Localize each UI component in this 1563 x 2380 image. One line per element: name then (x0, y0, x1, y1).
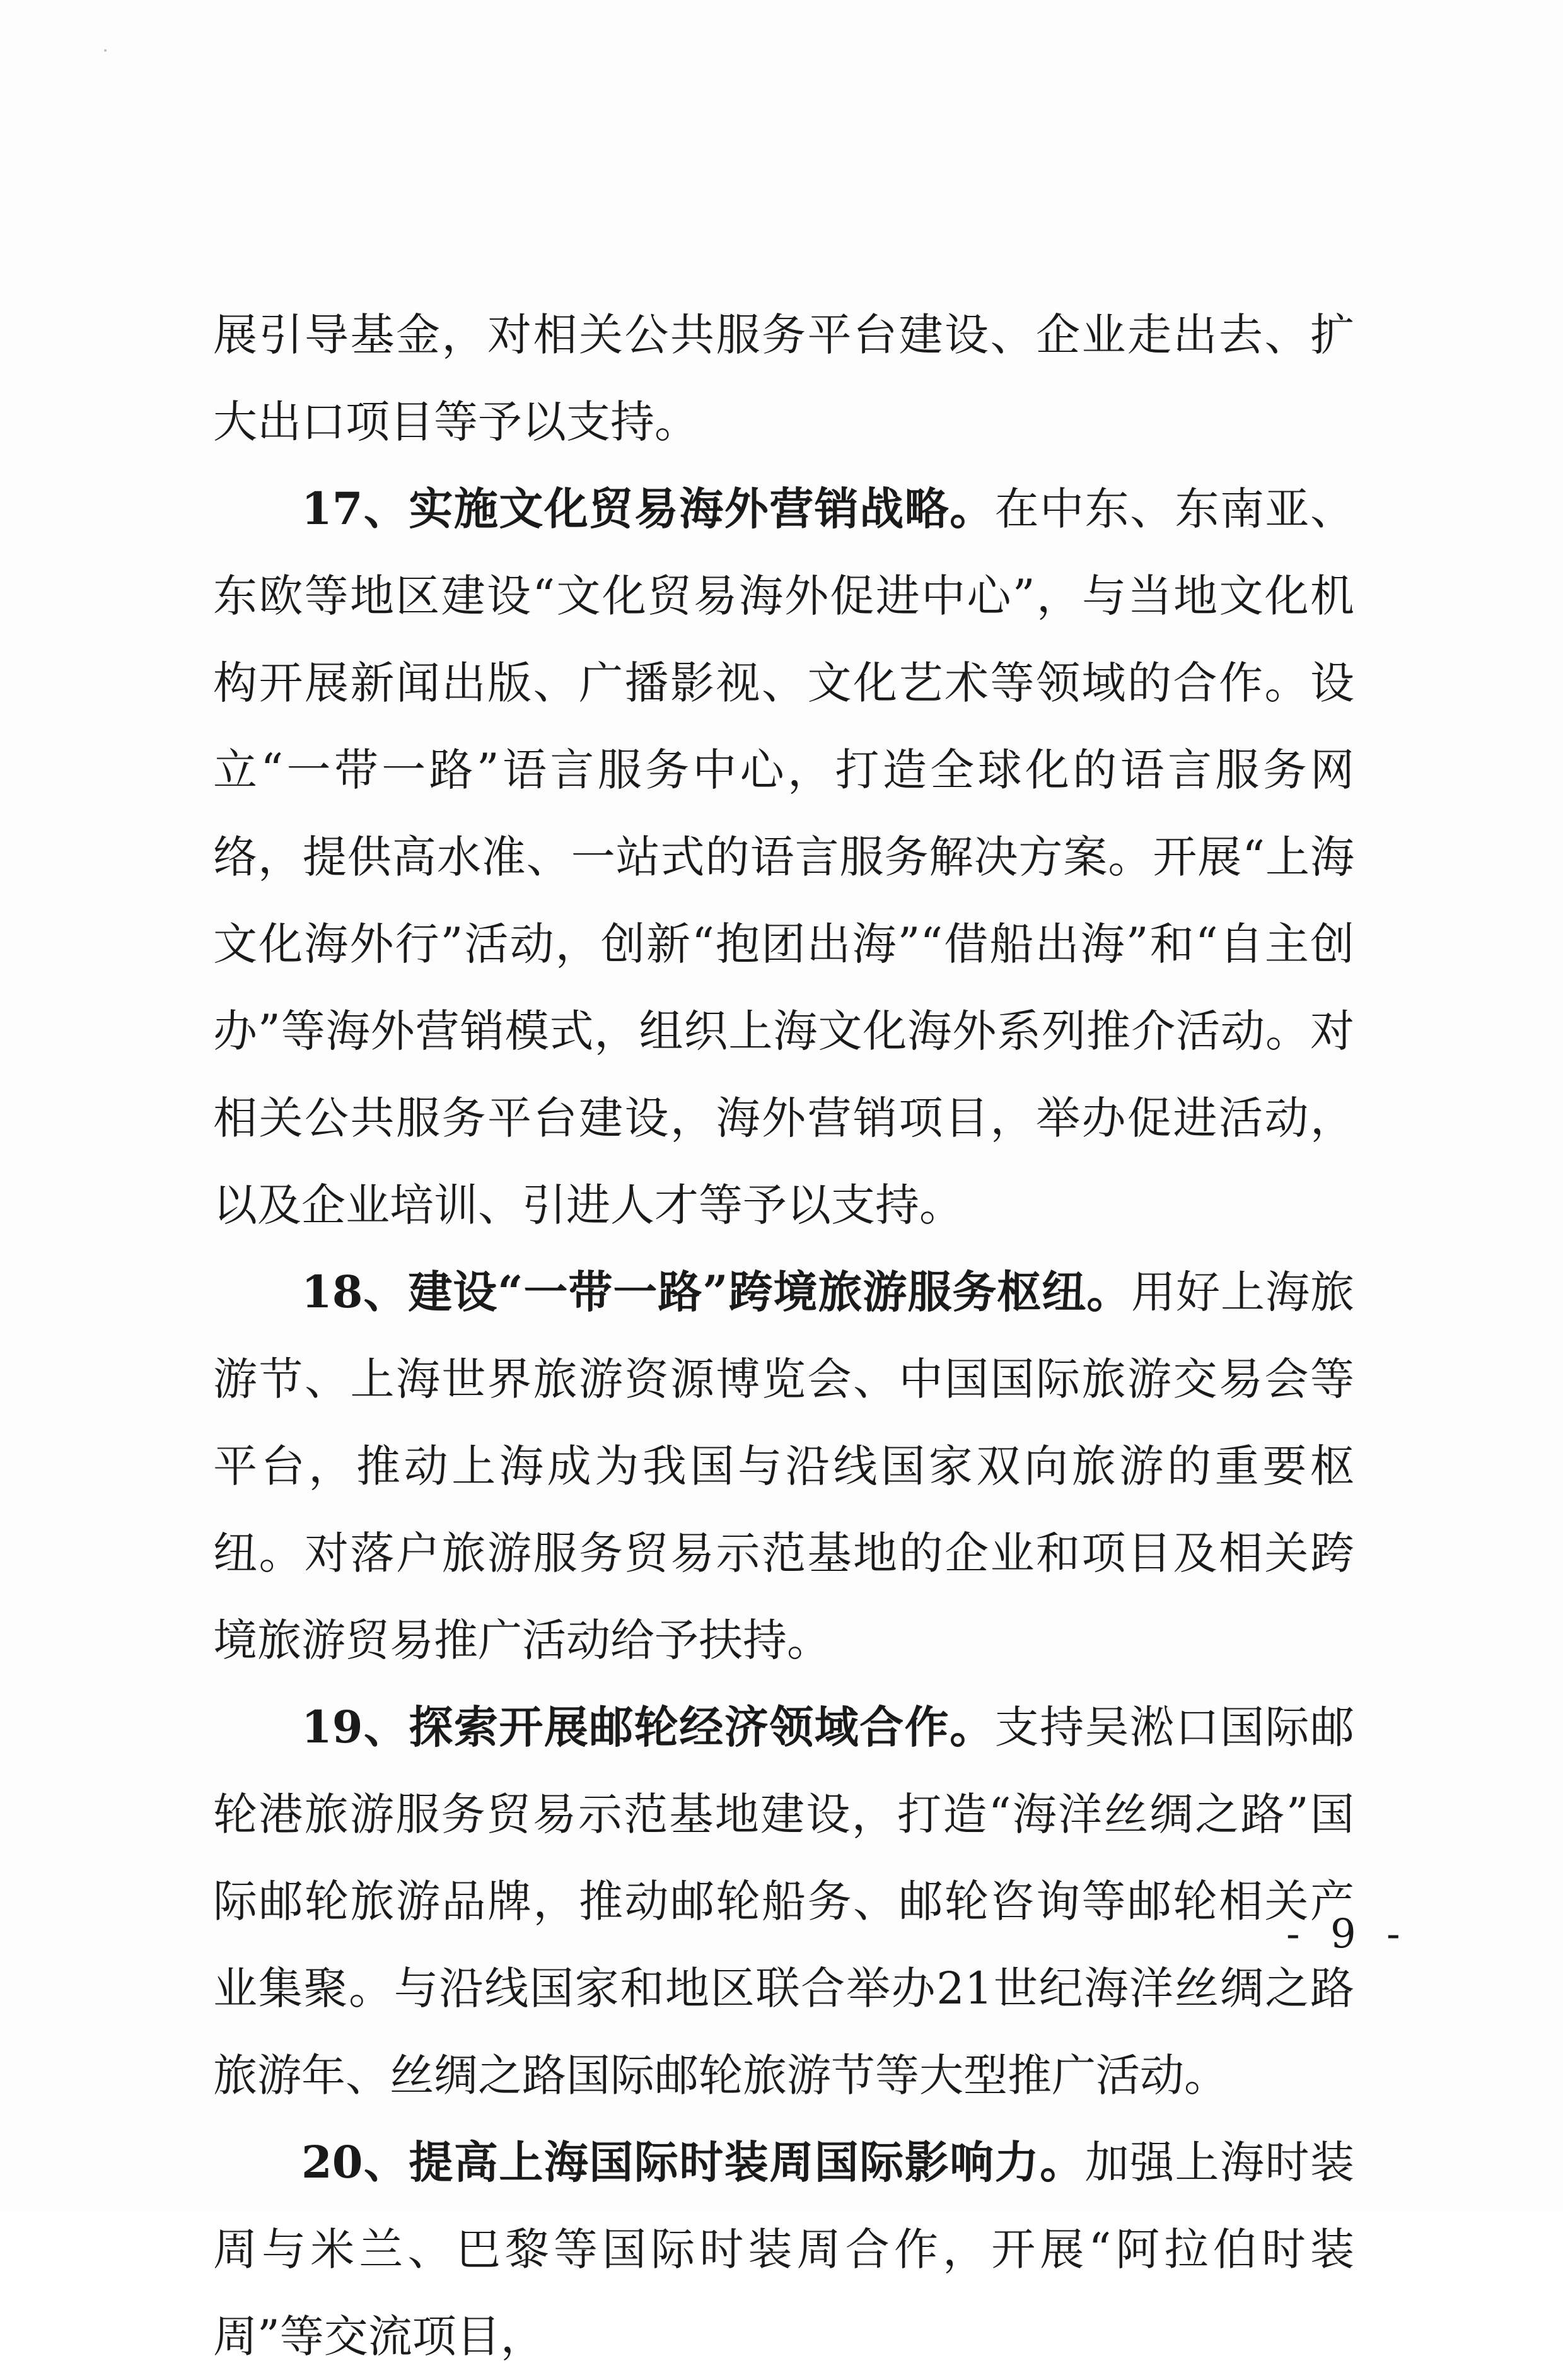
section-18-body: 用好上海旅游节、上海世界旅游资源博览会、中国国际旅游交易会等平台，推动上海成为我国与沿线国家双向旅游的重要枢纽。对落户旅游服务贸易示范基地的企业和项目及相关跨境旅游贸易推广活动给予扶持。 (213, 1266, 1354, 1666)
scan-speck (104, 49, 107, 52)
section-17-body: 在中东、东南亚、东欧等地区建设“文化贸易海外促进中心”，与当地文化机构开展新闻出版、广播影视、文化艺术等领域的合作。设立“一带一路”语言服务中心，打造全球化的语言服务网络，提供高水准、一站式的语言服务解决方案。开展“上海文化海外行”活动，创新“抱团出海”“借船出海”和“自主创办”等海外营销模式，组织上海文化海外系列推介活动。对相关公共服务平台建设，海外营销项目，举办促进活动，以及企业培训、引进人才等予以支持。 (213, 483, 1354, 1231)
section-20 (213, 2119, 1354, 2380)
section-17-heading: 17、实施文化贸易海外营销战略。 (301, 482, 995, 535)
section-19-body: 支持吴淞口国际邮轮港旅游服务贸易示范基地建设，打造“海洋丝绸之路”国际邮轮旅游品牌，推动邮轮船务、邮轮咨询等邮轮相关产业集聚。与沿线国家和地区联合举办21世纪海洋丝绸之路旅游年、丝绸之路国际邮轮旅游节等大型推广活动。 (213, 1701, 1354, 2101)
section-18-heading: 18、建设“一带一路”跨境旅游服务枢纽。 (301, 1266, 1132, 1318)
section-18 (213, 1249, 1354, 1684)
section-20-body: 加强上海时装周与米兰、巴黎等国际时装周合作，开展“阿拉伯时装周”等交流项目， (213, 2137, 1354, 2362)
section-19 (213, 1684, 1354, 2119)
section-19-heading: 19、探索开展邮轮经济领域合作。 (301, 1701, 995, 1753)
section-20-heading: 20、提高上海国际时装周国际影响力。 (301, 2136, 1085, 2188)
document-body (213, 291, 1354, 2380)
section-17 (213, 465, 1354, 1249)
continuation-paragraph: 展引导基金，对相关公共服务平台建设、企业走出去、扩大出口项目等予以支持。 (213, 309, 1354, 448)
page-number: - 9 - (1286, 1911, 1409, 1957)
